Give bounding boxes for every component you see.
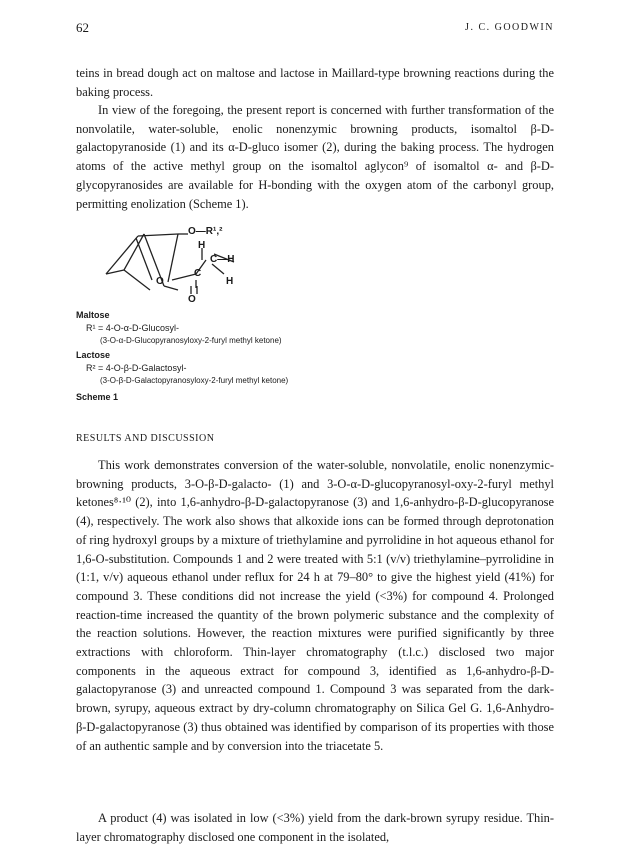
scheme-caption: Scheme 1 [76, 392, 119, 402]
furan-structure-drawing [76, 218, 406, 418]
page-number: 62 [76, 20, 89, 35]
lactose-label: Lactose [76, 350, 111, 360]
maltose-r-group: R¹ = 4-O-α-D-Glucosyl- [86, 323, 179, 333]
paragraph-results: This work demonstrates conversion of the water-soluble, nonvolatile, enolic nonenzymic-browning products, 3-O-β-D-galacto- (1) and 3-O-α-D-glucopyranosyl-oxy-2-furyl methyl ketones⁸·¹⁰ (2), into 1,6-anhydro-β-D-galactopyranose (3) and 1,6-anhydro-β-D-glucopyranose (4), respectively. The work also shows that alkoxide ions can be formed through deprotonation of ring hydroxyl groups by a mixture of triethylamine and pyrrolidine in hot aqueous ethanol for 1,6-O-substitution. Compounds 1 and 2 were treated with 5:1 (v/v) triethylamine–pyrrolidine in (1:1, v/v) aqueous ethanol under reflux for 24 h at 79–80° to give the highest yield (41%) for compound 3. These conditions did not increase the yield (<3%) for compound 4. Prolonged reaction-time increased the quantity of the brown polymeric substance and the complexity of the reaction solutions. However, the reaction mixtures were purified significantly by three extractions with chloroform. Thin-layer chromatography (t.l.c.) disclosed two major components in the aqueous extract for compound 3, identified as 1,6-anhydro-β-D-galactopyranose (3) and unreacted compound 1. Compound 3 was separated from the dark-brown, syrupy, aqueous extract by dry-column chromatography on Silica Gel G. 1,6-Anhydro-β-D-galactopyranose (3) thus obtained was identified by comparison of its properties with those of an authentic sample and by conversion into the triacetate 5. [76, 458, 554, 753]
scheme-1-figure [76, 218, 406, 418]
running-head: J. C. GOODWIN [465, 22, 554, 33]
atom-h-top: H [198, 240, 206, 251]
atom-o-r: O—R¹,² [188, 226, 223, 237]
atom-o-carbonyl: O [188, 294, 196, 305]
page-header [76, 20, 554, 36]
paragraph-intro-continuation: teins in bread dough act on maltose and lactose in Maillard-type browning reactions during the baking process. [76, 66, 554, 99]
lactose-r-group: R² = 4-O-β-D-Galactosyl- [86, 363, 187, 373]
atom-h-bottom: H [226, 276, 234, 287]
atom-o-ring: O [156, 276, 164, 287]
lactose-systematic-name: (3-O-β-D-Galactopyranosyloxy-2-furyl methyl ketone) [100, 376, 289, 385]
maltose-label: Maltose [76, 310, 110, 320]
atom-c-methyl: C—H [210, 254, 235, 265]
paragraph-product-4: A product (4) was isolated in low (<3%) yield from the dark-brown syrupy residue. Thin-layer chromatography disclosed one component in the isolated, [76, 811, 554, 844]
paragraph-foregoing: In view of the foregoing, the present report is concerned with further transformation of the nonvolatile, water-soluble, enolic nonenzymic browning products, isomaltol β-D-galactopyranoside (1) and its α-D-gluco isomer (2), during the baking process. The hydrogen atoms of the active methyl group on the isomaltol aglycon⁹ of isomaltol α- and β-D-glycopyranosides are available for H-bonding with the oxygen atom of the carbonyl group, permitting enolization (Scheme 1). [76, 103, 554, 211]
section-heading-results: RESULTS AND DISCUSSION [76, 433, 215, 444]
atom-c-carbonyl: C [194, 268, 202, 279]
maltose-systematic-name: (3-O-α-D-Glucopyranosyloxy-2-furyl methyl ketone) [100, 336, 282, 345]
